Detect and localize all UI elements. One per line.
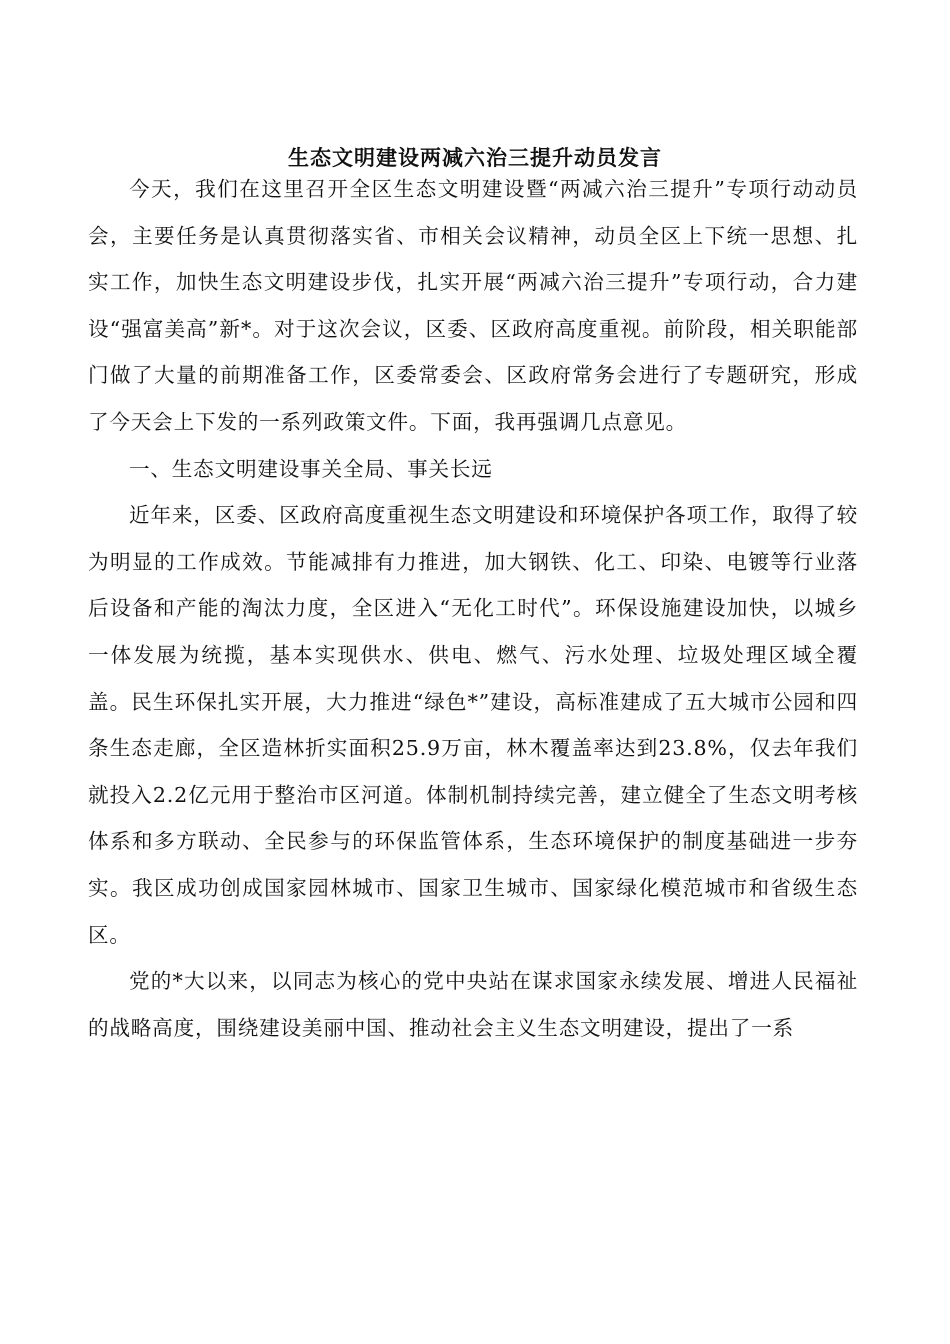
paragraph-party-congress: 党的*大以来，以同志为核心的党中央站在谋求国家永续发展、增进人民福祉的战略高度，围绕建设美丽中国、推动社会主义生态文明建设，提出了一系 [88,969,858,1040]
section-heading-1: 一、生态文明建设事关全局、事关长远 [129,456,493,481]
paragraph-achievements: 近年来，区委、区政府高度重视生态文明建设和环境保护各项工作，取得了较为明显的工作成效。节能减排有力推进，加大钢铁、化工、印染、电镀等行业落后设备和产能的淘汰力度，全区进入“无化工时代”。环保设施建设加快，以城乡一体发展为统揽，基本实现供水、供电、燃气、污水处理、垃圾处理区域全覆盖。民生环保扎实开展，大力推进“绿色*”建设，高标准建成了五大城市公园和四条生态走廊，全区造林折实面积25.9万亩，林木覆盖率达到23.8%，仅去年我们就投入2.2亿元用于整治市区河道。体制机制持续完善，建立健全了生态文明考核体系和多方联动、全民参与的环保监管体系，生态环境保护的制度基础进一步夯实。我区成功创成国家园林城市、国家卫生城市、国家绿化模范城市和省级生态区。 [88,503,858,947]
document-body [88,166,858,1051]
document-title: 生态文明建设两减六治三提升动员发言 [288,145,662,170]
paragraph-opening: 今天，我们在这里召开全区生态文明建设暨“两减六治三提升”专项行动动员会，主要任务是认真贯彻落实省、市相关会议精神，动员全区上下统一思想、扎实工作，加快生态文明建设步伐，扎实开展“两减六治三提升”专项行动，合力建设“强富美高”新*。对于这次会议，区委、区政府高度重视。前阶段，相关职能部门做了大量的前期准备工作，区委常委会、区政府常务会进行了专题研究，形成了今天会上下发的一系列政策文件。下面，我再强调几点意见。 [88,177,858,434]
